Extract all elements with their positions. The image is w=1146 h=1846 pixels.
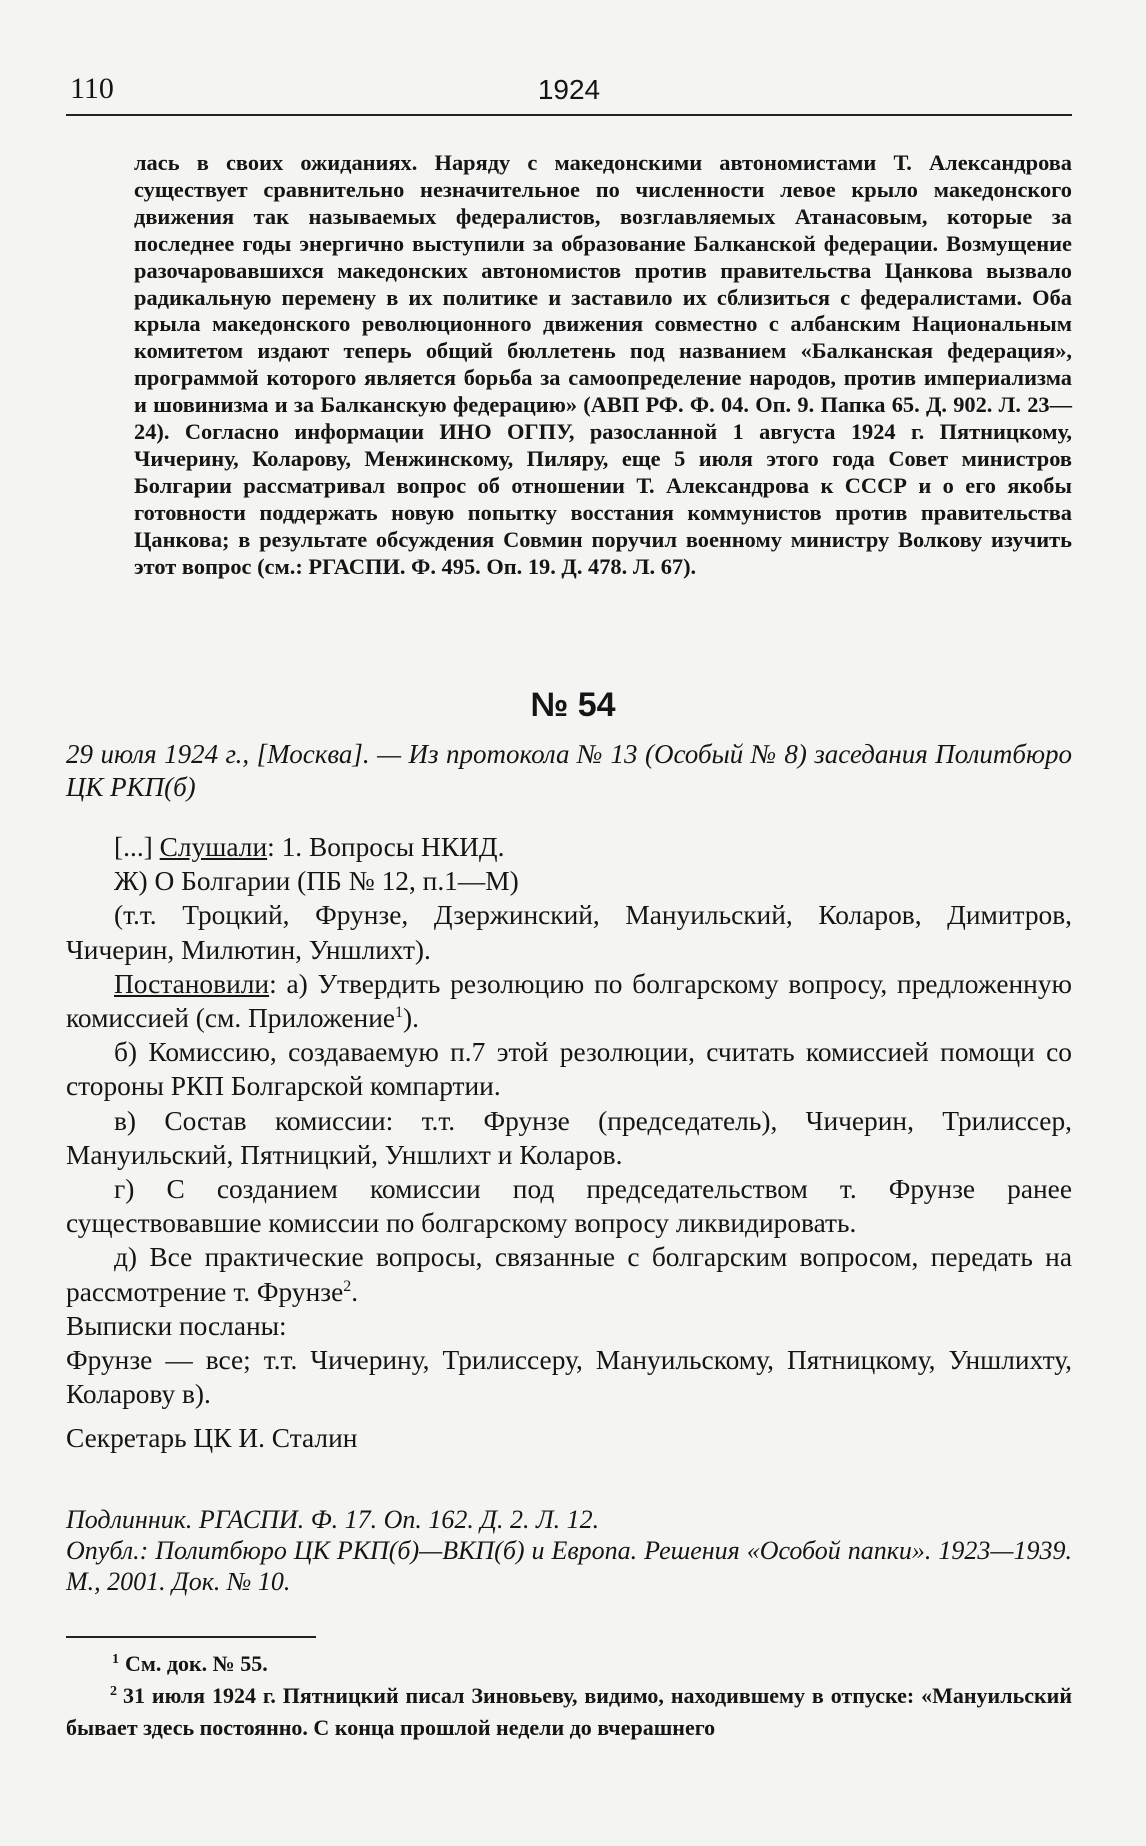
heard-text: : 1. Вопросы НКИД.	[267, 832, 505, 862]
footnote-ref-2: 2	[343, 1277, 352, 1295]
attendees: (т.т. Троцкий, Фрунзе, Дзержинский, Мануильский, Коларов, Димитров, Чичерин, Милютин, Уншлихт).	[66, 900, 1072, 965]
extracts-recipients: Фрунзе — все; т.т. Чичерину, Трилиссеру, Мануильскому, Пятницкому, Уншлихту, Коларову в).	[66, 1345, 1072, 1410]
footnotes	[66, 1648, 1072, 1744]
heard-prefix: [...]	[114, 832, 153, 862]
page-number: 110	[70, 72, 114, 105]
resolution-d	[66, 1240, 1072, 1308]
resolution-d-end: .	[351, 1276, 359, 1307]
footnote-rule	[66, 1636, 316, 1638]
source-published: Опубл.: Политбюро ЦК РКП(б)—ВКП(б) и Европа. Решения «Особой папки». 1923—1939. М., 2001. Док. № 10.	[66, 1536, 1072, 1596]
footnote-2-mark: 2	[110, 1683, 117, 1699]
document-number: № 54	[530, 686, 616, 724]
signature: Секретарь ЦК И. Сталин	[66, 1423, 358, 1454]
source-original: Подлинник. РГАСПИ. Ф. 17. Оп. 162. Д. 2. Л. 12.	[66, 1505, 600, 1534]
document-heading: 29 июля 1924 г., [Москва]. — Из протокола № 13 (Особый № 8) заседания Политбюро ЦК РКП(б)	[66, 739, 1072, 802]
footnote-1-text: См. док. № 55.	[125, 1651, 268, 1676]
resolution-d-text: д) Все практические вопросы, связанные с болгарским вопросом, передать на рассмотрение т. Фрунзе	[66, 1242, 1072, 1307]
footnote-2-text: 31 июля 1924 г. Пятницкий писал Зиновьеву, видимо, находившему в отпуске: «Мануильский бывает здесь постоянно. С конца прошлой недели до вчерашнего	[66, 1683, 1072, 1740]
heard-line	[66, 830, 1072, 864]
resolution-g: г) С созданием комиссии под председательством т. Фрунзе ранее существовавшие комиссии по болгарскому вопросу ликвидировать.	[66, 1174, 1072, 1239]
heard-label: Слушали	[159, 832, 268, 862]
resolution-a-text: : а) Утвердить резолюцию по болгарскому вопросу, предложенную комиссией (см. Приложение	[66, 968, 1072, 1034]
agenda-item-bulgaria: Ж) О Болгарии (ПБ № 12, п.1—М)	[114, 866, 519, 897]
preceding-note	[134, 150, 1072, 581]
preceding-note-text: лась в своих ожиданиях. Наряду с македонскими автономистами Т. Александрова существует сравнительно незначительное по численности левое крыло македонского движения так называемых федералистов, возглавляемых Атанасовым, которые за последнее годы энергично выступили за образование Балканской федерации. Возмущение разочаровавшихся македонских автономистов против правительства Цанкова вызвало радикальную перемену в их политике и заставило их сблизиться с федералистами. Оба крыла македонского революционного движения совместно с албанским Национальным комитетом издают теперь общий бюллетень под названием «Балканская федерация», программой которого является борьба за самоопределение народов, против империализма и шовинизма и за Балканскую федерацию» (АВП РФ. Ф. 04. Оп. 9. Папка 65. Д. 902. Л. 23—24). Согласно информации ИНО ОГПУ, разосланной 1 августа 1924 г. Пятницкому, Чичерину, Коларову, Менжинскому, Пиляру, еще 5 июля этого года Совет министров Болгарии рассматривал вопрос об отношении Т. Александрова к СССР и о его якобы готовности поддержать новую попытку восстания коммунистов против правительства Цанкова; в результате обсуждения Совмин поручил военному министру Волкову изучить этот вопрос (см.: РГАСПИ. Ф. 495. Оп. 19. Д. 478. Л. 67).	[134, 150, 1072, 579]
running-head-year: 1924	[537, 74, 601, 105]
extracts-label: Выписки посланы:	[66, 1310, 287, 1341]
resolution-v: в) Состав комиссии: т.т. Фрунзе (председатель), Чичерин, Трилиссер, Мануильский, Пятницкий, Уншлихт и Коларов.	[66, 1105, 1072, 1170]
document-body	[66, 830, 1072, 1456]
footnote-1-mark: 1	[112, 1651, 119, 1667]
running-header	[66, 70, 1072, 116]
resolved-label: Постановили	[114, 968, 270, 999]
resolution-b: б) Комиссию, создаваемую п.7 этой резолюции, считать комиссией помощи со стороны РКП Болгарской компартии.	[66, 1037, 1072, 1102]
footnote-1	[66, 1648, 1072, 1680]
resolution-a	[66, 967, 1072, 1035]
resolution-a-end: ).	[403, 1003, 420, 1034]
source-references	[66, 1504, 1072, 1597]
footnote-2	[66, 1680, 1072, 1744]
footnote-ref-1: 1	[395, 1003, 404, 1021]
